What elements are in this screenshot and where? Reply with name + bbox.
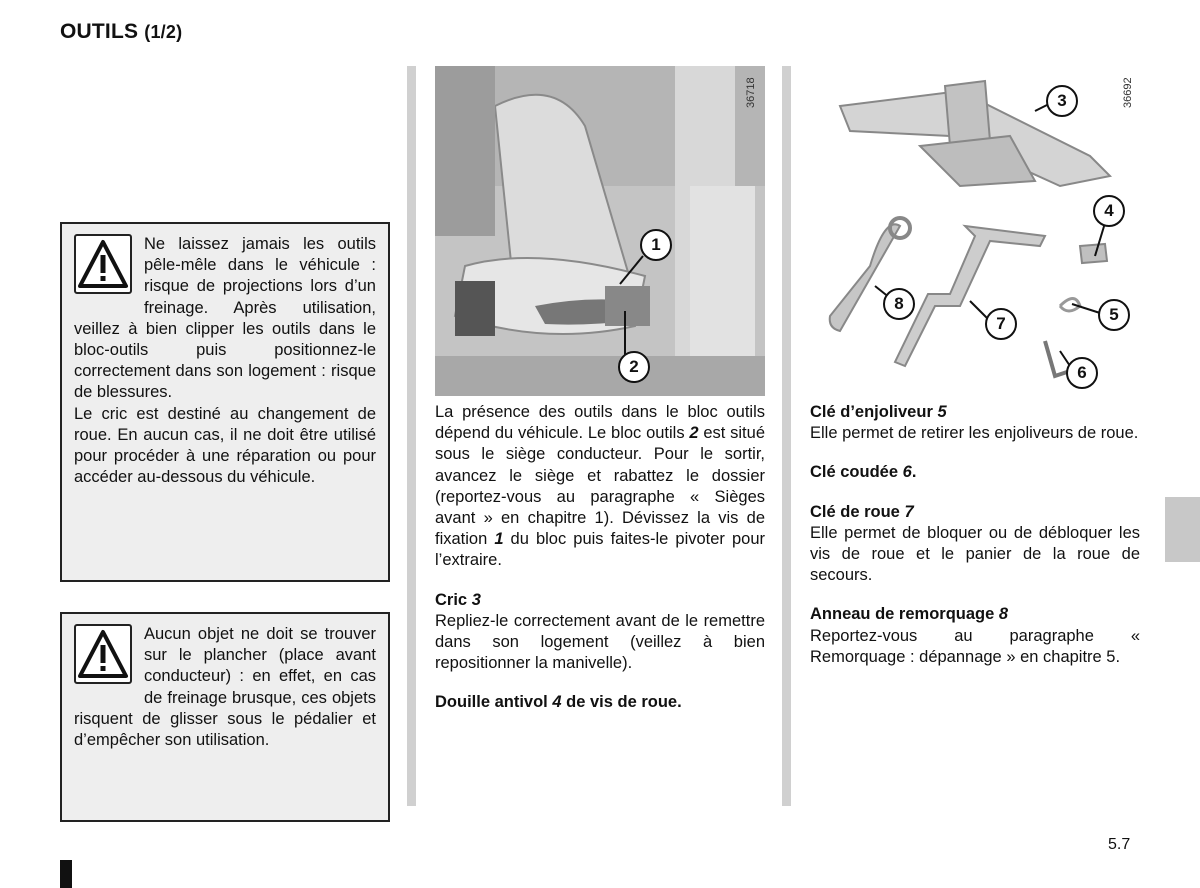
chapter-tab [1165, 497, 1200, 562]
section-heading: Clé de roue [810, 502, 905, 521]
warning-triangle-icon [74, 234, 132, 294]
warning-box [60, 612, 390, 822]
figure-marker-3: 3 [1046, 85, 1078, 117]
cric-section [435, 590, 765, 675]
ref-number: 8 [998, 605, 1009, 624]
column-separator [407, 66, 416, 806]
tools-illustration [810, 66, 1140, 396]
section-heading: de vis de roue. [561, 693, 682, 712]
cle6-section [810, 462, 1140, 483]
section-text: Repliez-le correctement avant de le remettre dans son logement (veillez à bien repositionner la manivelle). [435, 611, 765, 673]
text-run: La présence des outils dans le bloc outils dépend du véhicule. Le bloc outils [435, 403, 765, 443]
ref-number: 3 [471, 590, 481, 609]
middle-column [435, 402, 765, 732]
section-heading: . [911, 463, 917, 482]
warning-text: Ne laissez jamais les outils pêle-mêle dans le véhicule : risque de projections lors d’un freinage. Après utilisation, veillez à bien clipper les outils dans le bloc-outils puis positionnez-le correctement dans son logement : risque de blessures. [74, 235, 376, 402]
column-separator [782, 66, 791, 806]
title-subtitle: (1/2) [144, 22, 183, 42]
warning-text-2: Le cric est destiné au changement de roue. En aucun cas, il ne doit être utilisé pour procéder à une réparation ou pour accéder au-dessous du véhicule. [74, 404, 376, 487]
title-main: OUTILS [60, 20, 139, 43]
text-run: du bloc puis faites-le pivoter pour l’extraire. [435, 530, 765, 570]
crop-mark [60, 860, 72, 888]
section-text: Elle permet de bloquer ou de débloquer les vis de roue et le panier de la roue de secours. [810, 523, 1140, 585]
section-heading: Douille antivol [435, 693, 553, 712]
figure-code: 36718 [745, 77, 757, 108]
section-heading: Cric [435, 590, 472, 609]
section-heading: Anneau de remorquage [810, 605, 999, 624]
warning-triangle-icon [74, 624, 132, 684]
figure-marker-4: 4 [1093, 195, 1125, 227]
ref-number: 5 [937, 403, 947, 421]
figure-marker-5: 5 [1098, 299, 1130, 331]
anneau-section [810, 604, 1140, 668]
douille-section [435, 692, 765, 713]
text-run: est situé sous le siège conducteur. Pour le sortir, avancez le siège et rabattez le dossier (reportez-vous au paragraphe « Sièges avant » en chapitre 1). Dévissez la vis de fixation [435, 424, 765, 549]
figure-marker-2: 2 [618, 351, 650, 383]
figure-marker-6: 6 [1066, 357, 1098, 389]
page-title [60, 20, 182, 44]
cle5-section [810, 402, 1140, 444]
ref-number: 1 [494, 530, 504, 549]
figure-marker-7: 7 [985, 308, 1017, 340]
section-heading: Clé d’enjoliveur [810, 403, 938, 421]
intro-paragraph [435, 402, 765, 572]
page-number: 5.7 [1108, 836, 1131, 853]
section-heading: Clé coudée [810, 463, 903, 482]
figure-marker-1: 1 [640, 229, 672, 261]
ref-number: 6 [902, 463, 912, 482]
section-text: Elle permet de retirer les enjoliveurs de roue. [810, 424, 1139, 443]
figure-marker-8: 8 [883, 288, 915, 320]
warning-text: Aucun objet ne doit se trouver sur le plancher (place avant conducteur) : en effet, en cas de freinage brusque, ces objets risquent de glisser sous le pédalier et d’empêcher son utilisation. [74, 625, 376, 750]
right-column [810, 402, 1140, 686]
warning-box [60, 222, 390, 582]
cle7-section [810, 502, 1140, 587]
ref-number: 2 [689, 424, 699, 443]
ref-number: 4 [552, 693, 562, 712]
ref-number: 7 [904, 502, 914, 521]
seat-illustration [435, 66, 765, 396]
figure-code: 36692 [1122, 77, 1134, 108]
section-text: Reportez-vous au paragraphe « Remorquage : dépannage » en chapitre 5. [810, 626, 1140, 666]
